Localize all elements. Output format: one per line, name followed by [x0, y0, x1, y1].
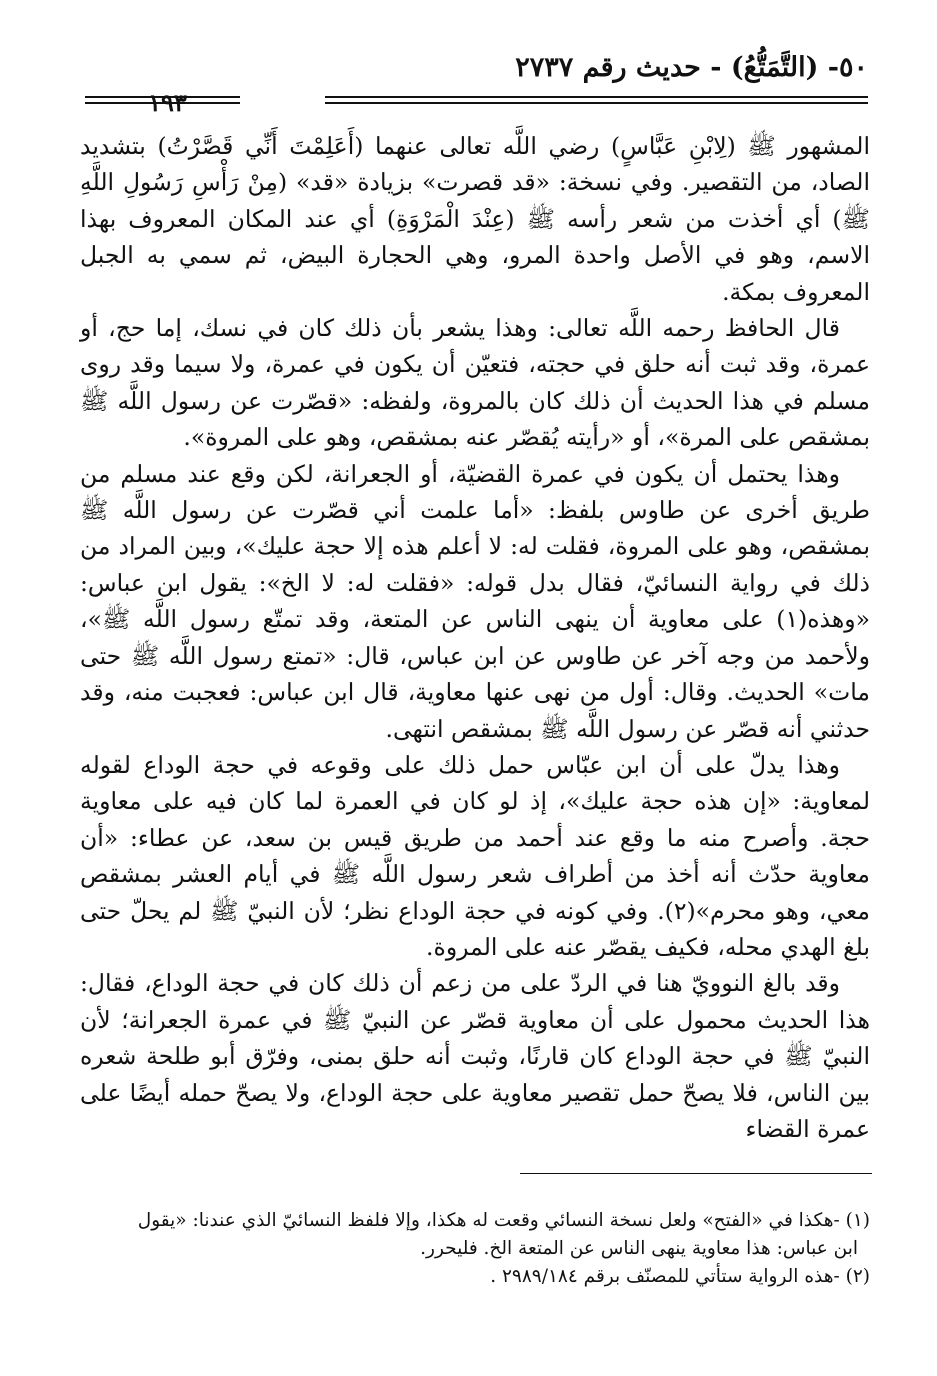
header-title: ٥٠- (التَّمَتُّعُ) - حديث رقم ٢٧٣٧ — [515, 52, 868, 83]
footnote-2: (٢) -هذه الرواية ستأتي للمصنّف برقم ٢٩٨٩/١٨٤ . — [490, 1266, 870, 1287]
page-number: ١٩٣ — [148, 88, 187, 117]
paragraph: وقد بالغ النوويّ هنا في الردّ على من زعم أن ذلك كان في حجة الوداع، فقال: هذا الحديث محمول على أن معاوية قصّر عن النبيّ ﷺ في عمرة الجعرانة؛ لأن النبيّ ﷺ في حجة الوداع كان قارنًا، وثبت أنه حلق بمنى، وفرّق أبو طلحة شعره بين الناس، فلا يصحّ حمل تقصير معاوية على حجة الوداع، ولا يصحّ حمله أيضًا على عمرة القضاء — [80, 969, 870, 1143]
paragraph: وهذا يدلّ على أن ابن عبّاس حمل ذلك على وقوعه في حجة الوداع لقوله لمعاوية: «إن هذه حجة عليك»، إذ لو كان في العمرة لما كان فيه على معاوية حجة. وأصرح منه ما وقع عند أحمد من طريق قيس بن سعد، عن عطاء: «أن معاوية حدّث أنه أخذ من أطراف شعر رسول اللَّه ﷺ في أيام العشر بمشقص معي، وهو محرم»(٢). وفي كونه في حجة الوداع نظر؛ لأن النبيّ ﷺ لم يحلّ حتى بلغ الهدي محله، فكيف يقصّر عنه على المروة. — [80, 750, 870, 961]
footnotes — [80, 1207, 870, 1291]
footnote-1: (١) -هكذا في «الفتح» ولعل نسخة النسائي وقعت له هكذا، وإلا فلفظ النسائيّ الذي عندنا: «يقول — [137, 1210, 870, 1231]
header-rule-right-top — [325, 96, 868, 98]
paragraph: المشهور ﷺ (لِابْنِ عَبَّاسٍ) رضي اللَّه تعالى عنهما (أَعَلِمْتَ أَنِّي قَصَّرْتُ) بتشديد الصاد، من التقصير. وفي نسخة: «قد قصرت» بزيادة «قد» (مِنْ رَأْسِ رَسُولِ اللَّهِ ﷺ) أي أخذت من شعر رأسه ﷺ (عِنْدَ الْمَرْوَةِ) أي عند المكان المعروف بهذا الاسم، وهو في الأصل واحدة المرو، وهي الحجارة البيض، ثم سمي به الجبل المعروف بمكة. — [80, 132, 870, 306]
paragraph: وهذا يحتمل أن يكون في عمرة القضيّة، أو الجعرانة، لكن وقع عند مسلم من طريق أخرى عن طاوس بلفظ: «أما علمت أني قصّرت عن رسول اللَّه ﷺ بمشقص، وهو على المروة، فقلت له: لا أعلم هذه إلا حجة عليك»، وبين المراد من ذلك في رواية النسائيّ، فقال بدل قوله: «فقلت له: لا الخ»: يقول ابن عباس: «وهذه(١) على معاوية أن ينهى الناس عن المتعة، وقد تمتّع رسول اللَّه ﷺ»، ولأحمد من وجه آخر عن طاوس عن ابن عباس، قال: «تمتع رسول اللَّه ﷺ حتى مات» الحديث. وقال: أول من نهى عنها معاوية، قال ابن عباس: فعجبت منه، وقد حدثني أنه قصّر عن رسول اللَّه ﷺ بمشقص انتهى. — [80, 459, 870, 743]
running-header — [85, 52, 868, 117]
header-rule-left-top — [85, 96, 240, 98]
paragraph: قال الحافظ رحمه اللَّه تعالى: وهذا يشعر بأن ذلك كان في نسك، إما حج، أو عمرة، وقد ثبت أنه حلق في حجته، فتعيّن أن يكون في عمرة، ولا سيما وقد روى مسلم في هذا الحديث أن ذلك كان بالمروة، ولفظه: «قصّرت عن رسول اللَّه ﷺ بمشقص على المرة»، أو «رأيته يُقصّر عنه بمشقص، وهو على المروة». — [80, 314, 870, 452]
header-rule-right-bottom — [325, 102, 868, 104]
header-rule-left-bottom — [85, 102, 240, 104]
main-text — [80, 128, 870, 1147]
footnote-separator — [520, 1173, 872, 1174]
footnote-1-continued: ابن عباس: هذا معاوية ينهى الناس عن المتعة الخ. فليحرر. — [420, 1238, 858, 1259]
